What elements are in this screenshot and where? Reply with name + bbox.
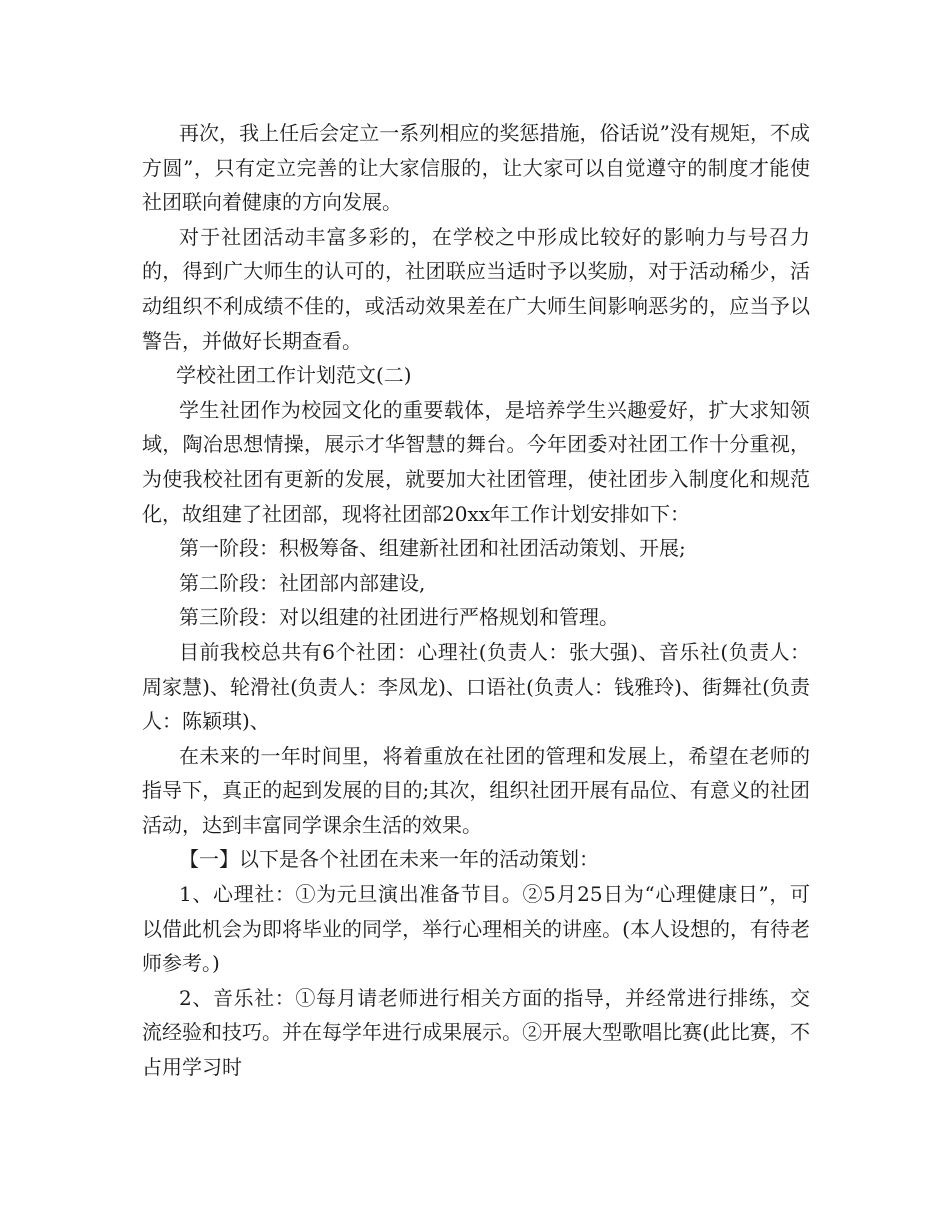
paragraph-phase-one: 第一阶段：积极筹备、组建新社团和社团活动策划、开展; bbox=[179, 536, 686, 561]
paragraph-introduction: 学生社团作为校园文化的重要载体，是培养学生兴趣爱好，扩大求知领域，陶冶思想情操，展示才华智慧的舞台。今年团委对社团工作十分重视，为使我校社团有更新的发展，就要加大社团管理，使社团步入制度化和规范化，故组建了社团部，现将社团部20xx年工作计划安排如下： bbox=[142, 397, 810, 526]
paragraph-activity-heading: 【一】以下是各个社团在未来一年的活动策划： bbox=[179, 847, 599, 872]
section-heading: 学校社团工作计划范文(二) bbox=[176, 363, 412, 388]
paragraph-phase-three: 第三阶段：对以组建的社团进行严格规划和管理。 bbox=[179, 605, 619, 630]
paragraph-reward-punishment: 再次，我上任后会定立一系列相应的奖惩措施，俗话说”没有规矩，不成方圆”，只有定立完善的让大家信服的，让大家可以自觉遵守的制度才能使社团联向着健康的方向发展。 bbox=[142, 121, 810, 215]
paragraph-future-plan: 在未来的一年时间里，将着重放在社团的管理和发展上，希望在老师的指导下，真正的起到发展的目的;其次，组织社团开展有品位、有意义的社团活动，达到丰富同学课余生活的效果。 bbox=[142, 743, 810, 837]
paragraph-phase-two: 第二阶段：社团部内部建设, bbox=[179, 570, 426, 595]
paragraph-club-evaluation: 对于社团活动丰富多彩的，在学校之中形成比较好的影响力与号召力的，得到广大师生的认可的，社团联应当适时予以奖励，对于活动稀少，活动组织不利成绩不佳的，或活动效果差在广大师生间影响恶劣的，应当予以警告，并做好长期查看。 bbox=[142, 224, 810, 353]
paragraph-club-list: 目前我校总共有6个社团：心理社(负责人：张大强)、音乐社(负责人：周家慧)、轮滑社(负责人：李凤龙)、口语社(负责人：钱雅玲)、街舞社(负责人：陈颖琪)、 bbox=[142, 639, 810, 734]
paragraph-music-club: 2、音乐社：①每月请老师进行相关方面的指导，并经常进行排练，交流经验和技巧。并在每学年进行成果展示。②开展大型歌唱比赛(此比赛，不占用学习时 bbox=[142, 985, 810, 1080]
document-body bbox=[142, 116, 810, 1085]
paragraph-psychology-club: 1、心理社：①为元旦演出准备节目。②5月25日为“心理健康日”，可以借此机会为即将毕业的同学，举行心理相关的讲座。(本人设想的，有待老师参考。) bbox=[142, 882, 810, 976]
